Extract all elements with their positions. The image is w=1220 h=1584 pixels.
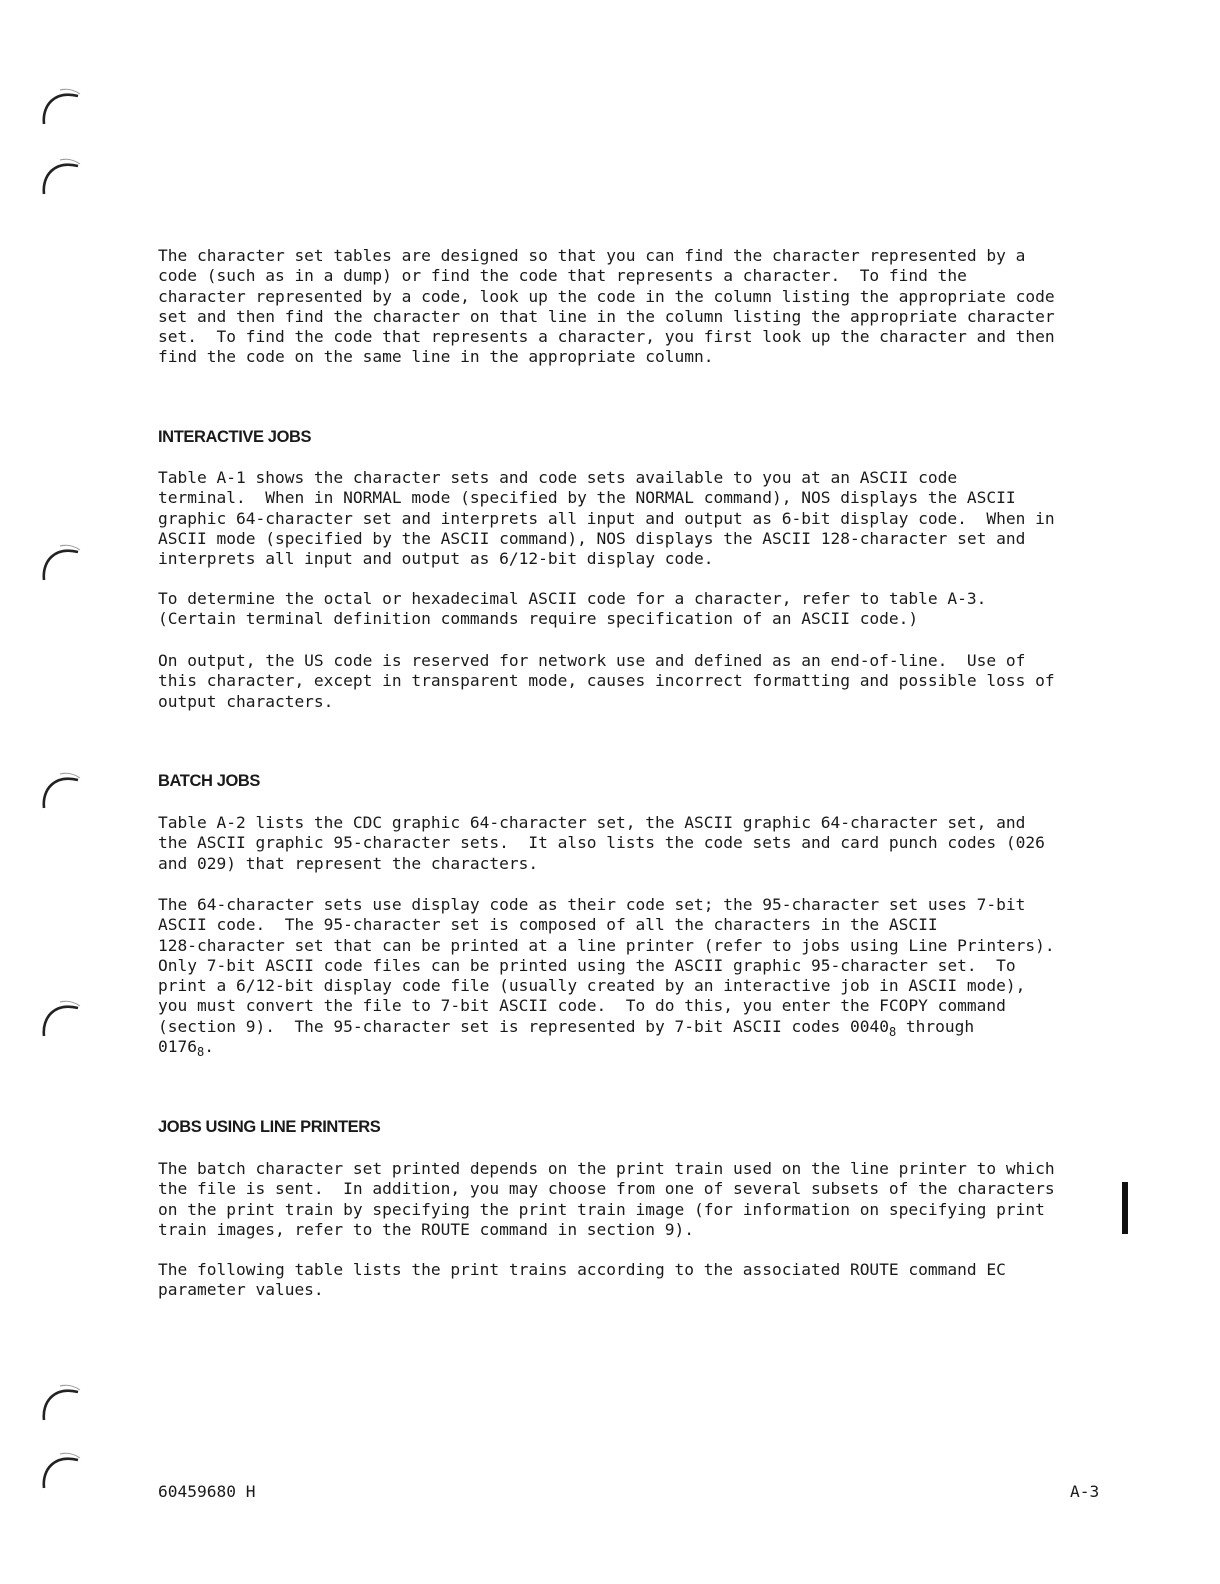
interactive-paragraph-3: On output, the US code is reserved for network use and defined as an end-of-line. Use of this character, except in transparent mode, causes incorrect formatting and possible loss of output characters. bbox=[158, 651, 1055, 711]
batch-paragraph-1: Table A-2 lists the CDC graphic 64-character set, the ASCII graphic 64-character set, and the ASCII graphic 95-character sets. It also lists the code sets and card punch codes (026 and 029) that represent the characters. bbox=[158, 813, 1045, 873]
line-printers-heading: JOBS USING LINE PRINTERS bbox=[158, 1118, 381, 1136]
revision-change-bar bbox=[1122, 1182, 1128, 1234]
sentence-period: . bbox=[204, 1037, 214, 1057]
interactive-paragraph-2: To determine the octal or hexadecimal ASCII code for a character, refer to table A-3. (Certain terminal definition commands require specification of an ASCII code.) bbox=[158, 589, 987, 629]
code-start: 0040 bbox=[849, 1016, 889, 1036]
batch-paragraph-2-text: The 64-character sets use display code as their code set; the 95-character set uses 7-bit ASCII code. The 95-character set is composed of all the characters in the ASCII 128-character set that can be printed at a line printer (refer to jobs using Line Printers). Only 7-bit ASCII code files can be printed using the ASCII graphic 95-character set. To print a 6/12-bit display code file (usually created by an interactive job in ASCII mode), you must convert the file to 7-bit ASCII code. To do this, you enter the FCOPY command (section 9). The 95-character set is represented by 7-bit ASCII codes bbox=[158, 895, 1055, 1036]
punch-hole-icon bbox=[40, 84, 84, 128]
punch-hole-icon bbox=[40, 768, 84, 812]
batch-paragraph-2 bbox=[158, 895, 1108, 1060]
punch-hole-icon bbox=[40, 1448, 84, 1492]
interactive-paragraph-1: Table A-1 shows the character sets and code sets available to you at an ASCII code terminal. When in NORMAL mode (specified by the NORMAL command), NOS displays the ASCII graphic 64-character set and interprets all input and output as 6-bit display code. When in ASCII mode (specified by the ASCII command), NOS displays the ASCII 128-character set and interprets all input and output as 6/12-bit display code. bbox=[158, 468, 1055, 569]
document-number: 60459680 H bbox=[158, 1482, 256, 1501]
punch-hole-icon bbox=[40, 540, 84, 584]
punch-hole-icon bbox=[40, 154, 84, 198]
through-word: through bbox=[896, 1016, 975, 1036]
interactive-jobs-heading: INTERACTIVE JOBS bbox=[158, 428, 312, 446]
batch-jobs-heading: BATCH JOBS bbox=[158, 772, 261, 790]
line-printers-paragraph-2: The following table lists the print trains according to the associated ROUTE command EC parameter values. bbox=[158, 1260, 1006, 1300]
punch-hole-icon bbox=[40, 1380, 84, 1424]
page-number: A-3 bbox=[1070, 1482, 1100, 1501]
intro-paragraph: The character set tables are designed so that you can find the character represented by a code (such as in a dump) or find the code that represents a character. To find the character represented by a code, look up the code in the column listing the appropriate code set and then find the character on that line in the column listing the appropriate character set. To find the code that represents a character, you first look up the character and then find the code on the same line in the appropriate column. bbox=[158, 246, 1055, 367]
octal-subscript: 8 bbox=[888, 1024, 897, 1039]
line-printers-paragraph-1: The batch character set printed depends on the print train used on the line printer to which the file is sent. In addition, you may choose from one of several subsets of the characters on the print train by specifying the print train image (for information on specifying print train images, refer to the ROUTE command in section 9). bbox=[158, 1159, 1055, 1239]
octal-subscript: 8 bbox=[196, 1045, 205, 1060]
code-end: 0176 bbox=[158, 1037, 197, 1057]
punch-hole-icon bbox=[40, 996, 84, 1040]
